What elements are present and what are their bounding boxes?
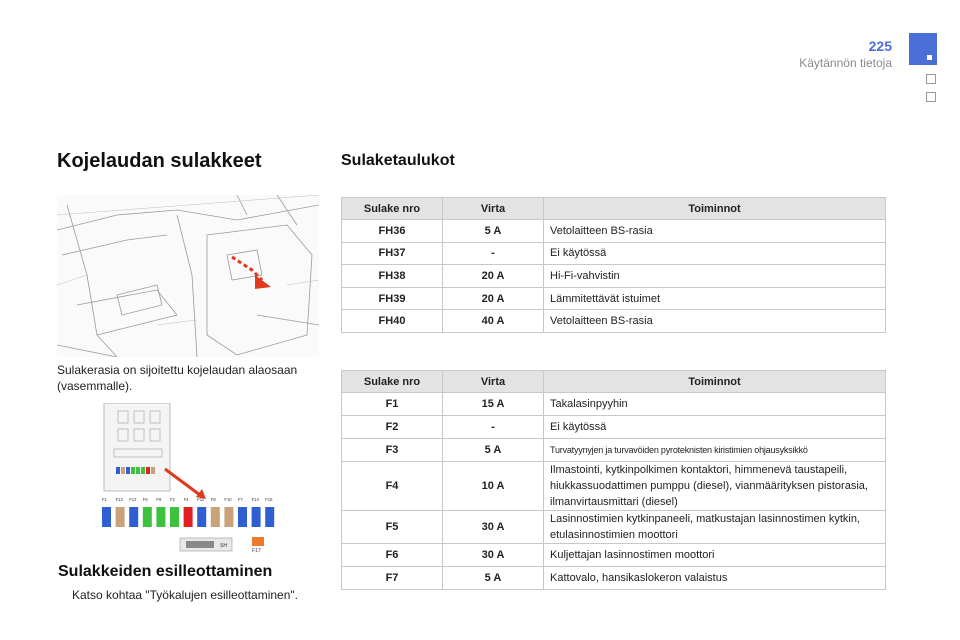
fuse-function: Hi-Fi-vahvistin [544,265,886,288]
fuse-box-diagram [100,403,282,553]
fuse-label: F2 [170,497,175,502]
fuse-current: 5 A [443,220,544,243]
fuse-label: F4 [183,497,189,502]
fuse-number: FH37 [342,242,443,265]
fuse [116,507,125,527]
fuse-current: 20 A [443,265,544,288]
fuse-function: Ilmastointi, kytkinpolkimen kontaktori, himmenevä taustapeili, hiukkassuodattimen pumppu (diesel), vianmäärityksen pistorasia, ilmanvirtausmittari (diesel) [544,462,886,511]
fuse-function: Lämmitettävät istuimet [544,287,886,310]
figure-caption: Sulakerasia on sijoitettu kojelaudan alaosaan (vasemmalle). [57,363,298,393]
col-header-fuse-number: Sulake nro [342,371,443,393]
fuse-number: F5 [342,511,443,544]
fuse-label: F7 [238,497,243,502]
sh-label: SH [220,543,227,549]
table-row [342,544,886,567]
fuse [238,507,247,527]
fuse-number: F4 [342,462,443,511]
fuse-number: F3 [342,439,443,462]
fuse [129,507,138,527]
fuse-number: F2 [342,416,443,439]
fuse [197,507,206,527]
col-header-functions: Toiminnot [544,371,886,393]
fuse-number: F7 [342,567,443,590]
table-row [342,511,886,544]
fuse-current: 5 A [443,439,544,462]
fuse-current: 5 A [443,567,544,590]
fuse-label: F15 [265,497,273,502]
subsection-heading: Sulakkeiden esilleottaminen [58,563,273,580]
col-header-functions: Toiminnot [544,198,886,220]
table-row [342,220,886,243]
fuse-row [102,507,274,527]
table-row [342,310,886,333]
fuse-function: Turvatyynyjen ja turvavöiden pyroteknisten kiristimien ohjausyksikkö [544,439,886,462]
col-header-current: Virta [443,198,544,220]
fuse-current: 20 A [443,287,544,310]
fuse [265,507,274,527]
fuse [170,507,179,527]
table-row [342,439,886,462]
fuse-label: F1 [102,497,107,502]
fuse-current: 15 A [443,393,544,416]
col-header-current: Virta [443,371,544,393]
fuse-label: F10 [224,497,232,502]
fuse-number: FH40 [342,310,443,333]
fuse-number: FH36 [342,220,443,243]
section-heading: Kojelaudan sulakkeet [57,150,262,172]
fuse-label: F11 [197,497,205,502]
table-row [342,462,886,511]
fuse-function: Kuljettajan lasinnostimen moottori [544,544,886,567]
fuse-function: Vetolaitteen BS-rasia [544,310,886,333]
removal-text: Katso kohtaa "Työkalujen esilleottaminen". [72,588,298,602]
page-number: 225 [868,38,892,54]
fuse-label: F6 [142,497,148,502]
fuse-label: F12 [129,497,137,502]
table-row [342,287,886,310]
table-row [342,393,886,416]
fuse [143,507,152,527]
tab-marker [927,55,932,60]
table-row [342,265,886,288]
fuse [211,507,220,527]
f17-label: F17 [252,548,261,553]
chapter-tab [909,33,937,65]
removal-instruction [58,588,298,602]
fuse-label: F14 [251,497,259,502]
fuse-number: FH38 [342,265,443,288]
table-row [342,567,886,590]
fuse [184,507,193,527]
fuse-function: Ei käytössä [544,242,886,265]
dashboard-illustration [57,195,319,357]
fuse-number: FH39 [342,287,443,310]
fuse-current: - [443,242,544,265]
fuse-current: 40 A [443,310,544,333]
fuse-labels-row [102,497,273,502]
tables-heading: Sulaketaulukot [341,152,455,169]
fuse-function: Kattovalo, hansikaslokeron valaistus [544,567,886,590]
fuse-table-1 [341,197,886,333]
fuse-current: 10 A [443,462,544,511]
fuse [156,507,165,527]
table-row [342,242,886,265]
fuse-label: F8 [210,497,216,502]
fuse-number: F6 [342,544,443,567]
table-row [342,416,886,439]
fuse-current: - [443,416,544,439]
col-header-fuse-number: Sulake nro [342,198,443,220]
fuse [252,507,261,527]
fuse [224,507,233,527]
fuse-function: Lasinnostimien kytkinpaneeli, matkustajan lasinnostimen kytkin, etulasinnostimien moottori [544,511,886,544]
fuse-table-2 [341,370,886,590]
fuse-number: F1 [342,393,443,416]
fuse-function: Takalasinpyyhin [544,393,886,416]
fuse-current: 30 A [443,511,544,544]
chapter-tab-empty [926,74,936,84]
fuse-function: Vetolaitteen BS-rasia [544,220,886,243]
fuse [102,507,111,527]
chapter-tab-empty [926,92,936,102]
fuse-label: F13 [115,497,123,502]
fuse-function: Ei käytössä [544,416,886,439]
fuse-current: 30 A [443,544,544,567]
section-title: Käytännön tietoja [799,56,892,70]
fuse-label: F9 [156,497,162,502]
